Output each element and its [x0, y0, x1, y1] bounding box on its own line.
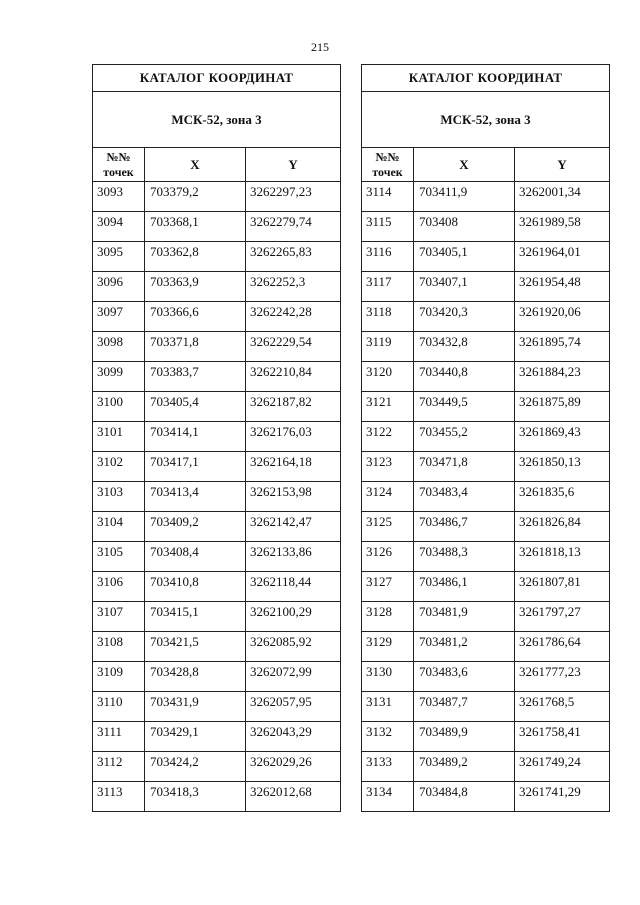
point-number-cell: 3123	[362, 452, 414, 482]
x-coordinate-cell: 703455,2	[414, 422, 515, 452]
point-number-cell: 3100	[93, 392, 145, 422]
x-coordinate-cell: 703363,9	[145, 272, 246, 302]
point-number-header-line2: точек	[372, 164, 403, 179]
point-number-cell: 3096	[93, 272, 145, 302]
x-coordinate-cell: 703424,2	[145, 752, 246, 782]
point-number-cell: 3112	[93, 752, 145, 782]
x-coordinate-cell: 703449,5	[414, 392, 515, 422]
point-number-header-line1: №№	[106, 149, 131, 164]
x-coordinate-cell: 703483,6	[414, 662, 515, 692]
y-coordinate-cell: 3262133,86	[246, 542, 341, 572]
point-number-cell: 3107	[93, 602, 145, 632]
table-header-row	[93, 148, 341, 182]
y-column-header: Y	[515, 148, 610, 182]
y-coordinate-cell: 3262072,99	[246, 662, 341, 692]
y-coordinate-cell: 3262252,3	[246, 272, 341, 302]
table-row	[362, 482, 610, 512]
catalog-subtitle: МСК-52, зона 3	[362, 92, 610, 148]
table-row	[93, 572, 341, 602]
x-coordinate-cell: 703362,8	[145, 242, 246, 272]
point-number-header-line2: точек	[103, 164, 134, 179]
point-number-cell: 3127	[362, 572, 414, 602]
table-row	[362, 332, 610, 362]
x-coordinate-cell: 703417,1	[145, 452, 246, 482]
y-coordinate-cell: 3262242,28	[246, 302, 341, 332]
point-number-cell: 3114	[362, 182, 414, 212]
table-row	[93, 332, 341, 362]
y-coordinate-cell: 3262297,23	[246, 182, 341, 212]
point-number-cell: 3129	[362, 632, 414, 662]
y-coordinate-cell: 3261920,06	[515, 302, 610, 332]
y-coordinate-cell: 3261869,43	[515, 422, 610, 452]
y-coordinate-cell: 3261826,84	[515, 512, 610, 542]
point-number-cell: 3103	[93, 482, 145, 512]
y-coordinate-cell: 3261989,58	[515, 212, 610, 242]
table-row	[362, 182, 610, 212]
table-row	[362, 782, 610, 812]
x-coordinate-cell: 703409,2	[145, 512, 246, 542]
table-row	[362, 542, 610, 572]
table-row	[362, 272, 610, 302]
table-row	[93, 722, 341, 752]
catalog-title: КАТАЛОГ КООРДИНАТ	[362, 65, 610, 92]
point-number-cell: 3113	[93, 782, 145, 812]
table-row	[362, 422, 610, 452]
table-row	[362, 302, 610, 332]
point-number-cell: 3099	[93, 362, 145, 392]
y-coordinate-cell: 3261758,41	[515, 722, 610, 752]
point-number-cell: 3110	[93, 692, 145, 722]
y-coordinate-cell: 3261875,89	[515, 392, 610, 422]
y-coordinate-cell: 3261768,5	[515, 692, 610, 722]
table-row	[93, 482, 341, 512]
x-coordinate-cell: 703371,8	[145, 332, 246, 362]
point-number-header	[362, 148, 414, 182]
point-number-cell: 3093	[93, 182, 145, 212]
point-number-cell: 3094	[93, 212, 145, 242]
y-coordinate-cell: 3262265,83	[246, 242, 341, 272]
y-coordinate-cell: 3261797,27	[515, 602, 610, 632]
x-coordinate-cell: 703418,3	[145, 782, 246, 812]
table-row	[93, 452, 341, 482]
point-number-header-line1: №№	[375, 149, 400, 164]
x-column-header: X	[145, 148, 246, 182]
x-coordinate-cell: 703486,7	[414, 512, 515, 542]
x-coordinate-cell: 703420,3	[414, 302, 515, 332]
point-number-cell: 3120	[362, 362, 414, 392]
catalog-subtitle: МСК-52, зона 3	[93, 92, 341, 148]
table-row	[93, 632, 341, 662]
table-row	[93, 662, 341, 692]
point-number-header	[93, 148, 145, 182]
table-row	[93, 302, 341, 332]
y-coordinate-cell: 3262012,68	[246, 782, 341, 812]
y-coordinate-cell: 3261786,64	[515, 632, 610, 662]
table-row	[362, 392, 610, 422]
point-number-cell: 3130	[362, 662, 414, 692]
table-row	[93, 542, 341, 572]
y-coordinate-cell: 3262043,29	[246, 722, 341, 752]
x-coordinate-cell: 703415,1	[145, 602, 246, 632]
table-row	[362, 602, 610, 632]
y-column-header: Y	[246, 148, 341, 182]
x-coordinate-cell: 703486,1	[414, 572, 515, 602]
point-number-cell: 3131	[362, 692, 414, 722]
table-row	[362, 632, 610, 662]
point-number-cell: 3128	[362, 602, 414, 632]
x-coordinate-cell: 703368,1	[145, 212, 246, 242]
y-coordinate-cell: 3261850,13	[515, 452, 610, 482]
table-row	[93, 602, 341, 632]
table-row	[93, 512, 341, 542]
y-coordinate-cell: 3261807,81	[515, 572, 610, 602]
catalog-rows	[93, 182, 341, 812]
y-coordinate-cell: 3261818,13	[515, 542, 610, 572]
point-number-cell: 3134	[362, 782, 414, 812]
point-number-cell: 3125	[362, 512, 414, 542]
y-coordinate-cell: 3261835,6	[515, 482, 610, 512]
table-row	[362, 362, 610, 392]
point-number-cell: 3119	[362, 332, 414, 362]
y-coordinate-cell: 3262001,34	[515, 182, 610, 212]
table-header-row	[362, 148, 610, 182]
table-row	[362, 692, 610, 722]
point-number-cell: 3097	[93, 302, 145, 332]
y-coordinate-cell: 3262176,03	[246, 422, 341, 452]
x-coordinate-cell: 703405,4	[145, 392, 246, 422]
x-coordinate-cell: 703483,4	[414, 482, 515, 512]
y-coordinate-cell: 3261884,23	[515, 362, 610, 392]
table-row	[362, 242, 610, 272]
table-row	[93, 212, 341, 242]
catalog-rows	[362, 182, 610, 812]
y-coordinate-cell: 3261777,23	[515, 662, 610, 692]
x-coordinate-cell: 703407,1	[414, 272, 515, 302]
table-row	[93, 392, 341, 422]
x-coordinate-cell: 703379,2	[145, 182, 246, 212]
y-coordinate-cell: 3262118,44	[246, 572, 341, 602]
x-coordinate-cell: 703421,5	[145, 632, 246, 662]
coordinate-catalog-left	[92, 64, 341, 812]
point-number-cell: 3101	[93, 422, 145, 452]
point-number-cell: 3095	[93, 242, 145, 272]
point-number-cell: 3104	[93, 512, 145, 542]
point-number-cell: 3122	[362, 422, 414, 452]
point-number-cell: 3118	[362, 302, 414, 332]
table-row	[362, 752, 610, 782]
x-coordinate-cell: 703481,9	[414, 602, 515, 632]
point-number-cell: 3115	[362, 212, 414, 242]
coordinate-catalog-right	[361, 64, 610, 812]
y-coordinate-cell: 3262279,74	[246, 212, 341, 242]
x-coordinate-cell: 703366,6	[145, 302, 246, 332]
table-row	[93, 362, 341, 392]
point-number-cell: 3126	[362, 542, 414, 572]
y-coordinate-cell: 3261964,01	[515, 242, 610, 272]
point-number-cell: 3132	[362, 722, 414, 752]
y-coordinate-cell: 3261749,24	[515, 752, 610, 782]
x-coordinate-cell: 703413,4	[145, 482, 246, 512]
y-coordinate-cell: 3262153,98	[246, 482, 341, 512]
catalog-title: КАТАЛОГ КООРДИНАТ	[93, 65, 341, 92]
table-row	[93, 692, 341, 722]
y-coordinate-cell: 3261895,74	[515, 332, 610, 362]
x-coordinate-cell: 703428,8	[145, 662, 246, 692]
point-number-cell: 3106	[93, 572, 145, 602]
table-row	[93, 242, 341, 272]
x-coordinate-cell: 703411,9	[414, 182, 515, 212]
y-coordinate-cell: 3262100,29	[246, 602, 341, 632]
point-number-cell: 3108	[93, 632, 145, 662]
x-coordinate-cell: 703383,7	[145, 362, 246, 392]
x-coordinate-cell: 703484,8	[414, 782, 515, 812]
table-row	[362, 722, 610, 752]
y-coordinate-cell: 3262229,54	[246, 332, 341, 362]
table-row	[93, 182, 341, 212]
y-coordinate-cell: 3262057,95	[246, 692, 341, 722]
point-number-cell: 3111	[93, 722, 145, 752]
point-number-cell: 3098	[93, 332, 145, 362]
x-coordinate-cell: 703408,4	[145, 542, 246, 572]
y-coordinate-cell: 3261954,48	[515, 272, 610, 302]
x-coordinate-cell: 703489,2	[414, 752, 515, 782]
x-coordinate-cell: 703487,7	[414, 692, 515, 722]
x-coordinate-cell: 703481,2	[414, 632, 515, 662]
point-number-cell: 3109	[93, 662, 145, 692]
x-column-header: X	[414, 148, 515, 182]
table-row	[362, 662, 610, 692]
table-row	[362, 452, 610, 482]
table-row	[362, 212, 610, 242]
point-number-cell: 3102	[93, 452, 145, 482]
x-coordinate-cell: 703408	[414, 212, 515, 242]
table-row	[362, 572, 610, 602]
y-coordinate-cell: 3262164,18	[246, 452, 341, 482]
x-coordinate-cell: 703405,1	[414, 242, 515, 272]
table-row	[93, 272, 341, 302]
x-coordinate-cell: 703432,8	[414, 332, 515, 362]
y-coordinate-cell: 3262085,92	[246, 632, 341, 662]
point-number-cell: 3121	[362, 392, 414, 422]
x-coordinate-cell: 703431,9	[145, 692, 246, 722]
x-coordinate-cell: 703414,1	[145, 422, 246, 452]
x-coordinate-cell: 703489,9	[414, 722, 515, 752]
x-coordinate-cell: 703471,8	[414, 452, 515, 482]
x-coordinate-cell: 703440,8	[414, 362, 515, 392]
y-coordinate-cell: 3262187,82	[246, 392, 341, 422]
table-row	[93, 752, 341, 782]
point-number-cell: 3117	[362, 272, 414, 302]
x-coordinate-cell: 703488,3	[414, 542, 515, 572]
y-coordinate-cell: 3262029,26	[246, 752, 341, 782]
x-coordinate-cell: 703410,8	[145, 572, 246, 602]
point-number-cell: 3116	[362, 242, 414, 272]
table-row	[93, 782, 341, 812]
point-number-cell: 3124	[362, 482, 414, 512]
page-number: 215	[311, 40, 329, 54]
table-row	[93, 422, 341, 452]
point-number-cell: 3105	[93, 542, 145, 572]
x-coordinate-cell: 703429,1	[145, 722, 246, 752]
point-number-cell: 3133	[362, 752, 414, 782]
y-coordinate-cell: 3262142,47	[246, 512, 341, 542]
y-coordinate-cell: 3262210,84	[246, 362, 341, 392]
y-coordinate-cell: 3261741,29	[515, 782, 610, 812]
table-row	[362, 512, 610, 542]
